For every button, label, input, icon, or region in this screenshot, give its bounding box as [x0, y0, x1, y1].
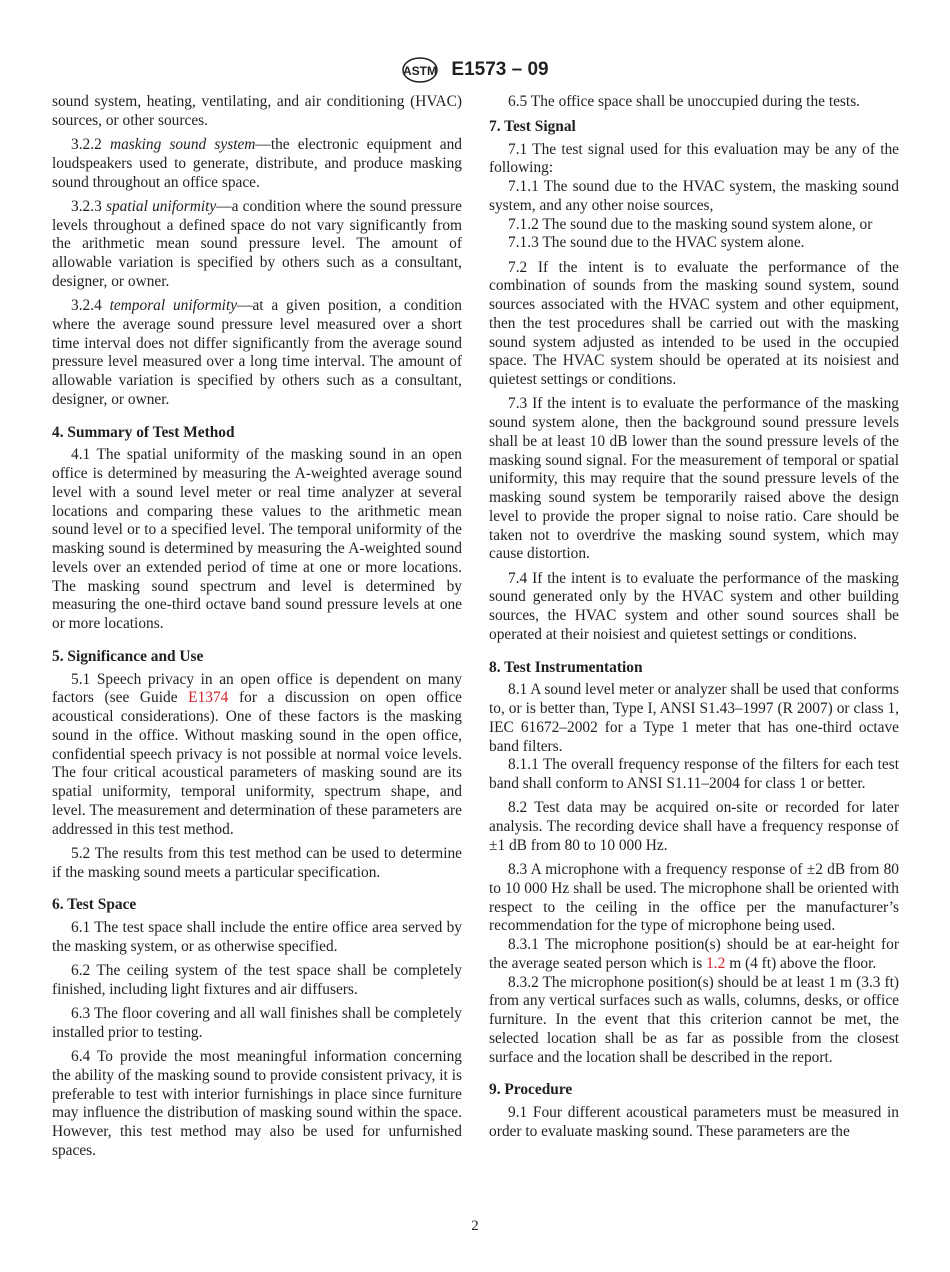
paragraph: 6.4 To provide the most meaningful information concerning the ability of the masking sound to provide consistent privacy, it is preferable to test with interior furnishings in place since furniture may influence the distribution of masking sound within the space. However, this test method may also be used for unfurnished spaces. [52, 1048, 462, 1159]
reference-link[interactable]: 1.2 [706, 954, 726, 972]
paragraph-8-3-1: 8.3.1 The microphone position(s) should be at ear-height for the average seated person which is 1.2 m (4 ft) above the floor. [489, 936, 899, 972]
paragraph: 6.1 The test space shall include the entire office area served by the masking system, or as otherwise specified. [52, 919, 462, 955]
page-number: 2 [471, 1218, 479, 1234]
svg-text:ASTM: ASTM [403, 64, 438, 78]
paragraph-3-2-3: 3.2.3 spatial uniformity—a condition where the sound pressure levels throughout a defined space do not vary significantly from the arithmetic mean sound pressure level. The amount of allowable variation is specified by others such as a consultant, designer, or owner. [52, 197, 462, 290]
section-heading: 9. Procedure [489, 1081, 573, 1099]
section-heading: 4. Summary of Test Method [52, 423, 235, 441]
paragraph: 5.2 The results from this test method can be used to determine if the masking sound meets a particular specification. [52, 844, 462, 881]
astm-logo-icon [401, 56, 439, 84]
section-heading: 7. Test Signal [489, 117, 576, 135]
section-heading: 5. Significance and Use [52, 647, 204, 665]
section-heading: 6. Test Space [52, 896, 137, 914]
paragraph: 7.1.2 The sound due to the masking sound system alone, or [508, 215, 873, 233]
designation: E1573 – 09 [451, 59, 549, 80]
paragraph: 7.4 If the intent is to evaluate the performance of the masking sound generated only by the HVAC system and other building sources, the HVAC system and other sound sources shall be operated at their noisiest and quietest settings or conditions. [489, 569, 899, 643]
paragraph: 7.1.1 The sound due to the HVAC system, the masking sound system, and any other noise sources, [489, 178, 899, 214]
paragraph: 8.2 Test data may be acquired on-site or recorded for later analysis. The recording device shall have a frequency response of ±1 dB from 80 to 10 000 Hz. [489, 799, 899, 854]
paragraph: 6.2 The ceiling system of the test space shall be completely finished, including light fixtures and air diffusers. [52, 962, 462, 998]
paragraph: 8.1 A sound level meter or analyzer shall be used that conforms to, or is better than, Type I, ANSI S1.43–1997 (R 2007) or class 1, IEC 61672–2002 for a Type 1 meter that has one-third octave band filters. [489, 681, 899, 755]
paragraph: 7.3 If the intent is to evaluate the performance of the masking sound system alone, then the background sound pressure levels shall be at least 10 dB lower than the sound pressure levels of the masking sound signal. For the measurement of temporal or spatial uniformity, this may require that the sound pressure levels of the masking sound system be temporarily raised above the design level to provide the proper signal to noise ratio. Care should be taken not to overdrive the masking sound system, which may cause distortion. [489, 395, 899, 563]
paragraph: 8.3.2 The microphone position(s) should be at least 1 m (3.3 ft) from any vertical surfaces such as walls, columns, desks, or office furniture. In the event that this criterion cannot be met, the selected location shall be as far as possible from the closest surface and the location shall be described in the report. [489, 973, 899, 1066]
paragraph: 7.2 If the intent is to evaluate the performance of the combination of sounds from the masking sound system, sound sources associated with the HVAC system and other equipment, then the test procedures shall be carried out with the masking sound system adjusted as intended to be used in the occupied space. The HVAC system should be operated at its noisiest and quietest settings or conditions. [489, 258, 899, 388]
paragraph: 9.1 Four different acoustical parameters must be measured in order to evaluate masking sound. These parameters are the [489, 1104, 899, 1140]
right-column [489, 93, 899, 1147]
paragraph: 7.1.3 The sound due to the HVAC system alone. [508, 234, 805, 252]
paragraph: 6.3 The floor covering and all wall finishes shall be completely installed prior to testing. [52, 1005, 462, 1041]
paragraph: 6.5 The office space shall be unoccupied during the tests. [508, 93, 861, 110]
reference-link[interactable]: E1374 [188, 689, 229, 707]
section-heading: 8. Test Instrumentation [489, 658, 643, 676]
left-column [52, 93, 462, 1166]
page-header [0, 56, 950, 84]
paragraph-3-2-2: 3.2.2 masking sound system—the electronic equipment and loudspeakers used to generate, distribute, and produce masking sound throughout an office space. [52, 136, 462, 191]
paragraph-5-1: 5.1 Speech privacy in an open office is dependent on many factors (see Guide E1374 for a discussion on open office acoustical considerations). One of these factors is the masking sound in the office. Without masking sound in the open office, confidential speech privacy is not possible at normal voice levels. The four critical acoustical parameters of masking sound are its spatial uniformity, temporal uniformity, spectrum shape, and level. The measurement and determination of these parameters are addressed in this test method. [52, 670, 462, 838]
paragraph: sound system, heating, ventilating, and air conditioning (HVAC) sources, or other sources. [52, 93, 462, 129]
paragraph-3-2-4: 3.2.4 temporal uniformity—at a given position, a condition where the average sound pressure level measured over a short time interval does not differ significantly from the average sound pressure level measured over a long time interval. The amount of allowable variation is specified by others such as a consultant, designer, or owner. [52, 297, 462, 408]
paragraph: 4.1 The spatial uniformity of the masking sound in an open office is determined by measuring the A-weighted average sound level with a sound level meter or real time analyzer at several locations and comparing these values to the arithmetic mean sound level or to a specified level. The temporal uniformity of the masking sound is determined by measuring the A-weighted sound levels over an extended period of time at one or more locations. The masking sound spectrum and level is determined by measuring the one-third octave band sound pressure levels at one or more locations. [52, 446, 462, 632]
paragraph: 8.3 A microphone with a frequency response of ±2 dB from 80 to 10 000 Hz shall be used. The microphone shall be oriented with respect to the ceiling in the office per the manufacturer’s recommendation for the type of microphone being used. [489, 861, 899, 935]
paragraph: 7.1 The test signal used for this evaluation may be any of the following: [489, 140, 899, 177]
paragraph: 8.1.1 The overall frequency response of the filters for each test band shall conform to ANSI S1.11–2004 for class 1 or better. [489, 756, 899, 792]
